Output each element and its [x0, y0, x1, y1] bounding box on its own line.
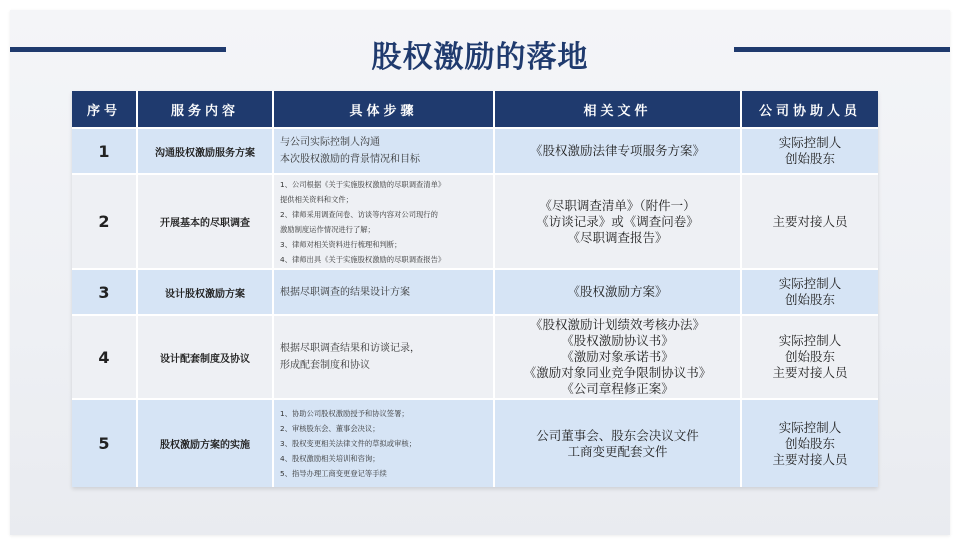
staff-line: 主要对接人员	[772, 451, 848, 467]
step-line: 5、指导办理工商变更登记等手续	[280, 469, 387, 478]
doc-line: 《尽职调查清单》（附件一）	[539, 197, 696, 213]
row-number: 3	[72, 269, 137, 315]
step-line: 激励制度运作情况进行了解；	[280, 224, 375, 234]
staff-line: 创始股东	[784, 349, 835, 364]
docs-cell	[494, 399, 741, 487]
staff-line: 实际控制人	[778, 276, 842, 291]
steps-cell	[273, 315, 494, 399]
staff-line: 实际控制人	[778, 333, 842, 348]
doc-line: 《激励对象承诺书》	[561, 349, 674, 364]
step-line: 1、公司根据《关于实施股权激励的尽职调查清单》	[280, 179, 446, 189]
staff-line: 实际控制人	[778, 419, 842, 435]
row-number: 1	[72, 128, 137, 174]
table-row	[72, 128, 878, 174]
step-line: 4、股权激励相关培训和咨询；	[280, 454, 380, 463]
staff-cell	[741, 399, 878, 487]
doc-line: 《股权激励方案》	[567, 284, 668, 299]
staff-cell	[741, 128, 878, 174]
steps-cell	[273, 269, 494, 315]
header-docs: 相关文件	[494, 91, 741, 128]
service-content: 设计配套制度及协议	[137, 315, 273, 399]
header-staff: 公司协助人员	[741, 91, 878, 128]
steps-cell	[273, 399, 494, 487]
docs-cell	[494, 315, 741, 399]
staff-cell	[741, 269, 878, 315]
service-content: 股权激励方案的实施	[137, 399, 273, 487]
doc-line: 公司董事会、股东会决议文件	[536, 427, 699, 443]
step-line: 3、律师对相关资料进行梳理和判断；	[280, 239, 402, 249]
steps-cell	[273, 174, 494, 269]
step-line: 根据尽职调查结果和访谈记录，	[280, 343, 420, 354]
doc-line: 《公司章程修正案》	[561, 381, 674, 396]
step-line: 形成配套制度和协议	[280, 360, 370, 371]
table-row	[72, 269, 878, 315]
service-content: 开展基本的尽职调查	[137, 174, 273, 269]
step-line: 2、律师采用调查问卷、访谈等内容对公司现行的	[280, 209, 438, 219]
doc-line: 工商变更配套文件	[567, 443, 668, 459]
row-number: 2	[72, 174, 137, 269]
step-line: 与公司实际控制人沟通	[280, 137, 380, 148]
staff-line: 主要对接人员	[772, 213, 848, 229]
staff-line: 创始股东	[784, 435, 835, 451]
header-steps: 具体步骤	[273, 91, 494, 128]
docs-cell	[494, 174, 741, 269]
step-line: 根据尽职调查的结果设计方案	[280, 286, 410, 298]
doc-line: 《激励对象同业竞争限制协议书》	[523, 365, 712, 380]
service-table	[72, 91, 878, 487]
header-service: 服务内容	[137, 91, 273, 128]
step-line: 本次股权激励的背景情况和目标	[280, 154, 420, 165]
staff-cell	[741, 174, 878, 269]
doc-line: 《股权激励法律专项服务方案》	[529, 143, 705, 158]
step-line: 2、审核股东会、董事会决议；	[280, 424, 380, 433]
staff-cell	[741, 315, 878, 399]
doc-line: 《尽职调查报告》	[567, 229, 668, 245]
staff-line: 创始股东	[784, 292, 835, 307]
step-line: 提供相关资料和文件；	[280, 194, 353, 204]
doc-line: 《股权激励计划绩效考核办法》	[529, 317, 705, 332]
table-header-row	[72, 91, 878, 128]
docs-cell	[494, 128, 741, 174]
staff-line: 创始股东	[784, 151, 835, 166]
header-no: 序号	[72, 91, 137, 128]
row-number: 5	[72, 399, 137, 487]
step-line: 4、律师出具《关于实施股权激励的尽职调查报告》	[280, 254, 446, 264]
doc-line: 《股权激励协议书》	[561, 333, 674, 348]
staff-line: 主要对接人员	[772, 365, 848, 380]
steps-cell	[273, 128, 494, 174]
page-title: 股权激励的落地	[371, 40, 589, 75]
step-line: 3、股权变更相关法律文件的草拟或审核；	[280, 439, 416, 448]
table-row	[72, 315, 878, 399]
table-row	[72, 174, 878, 269]
step-line: 1、协助公司股权激励授予和协议签署；	[280, 409, 409, 418]
table-row	[72, 399, 878, 487]
row-number: 4	[72, 315, 137, 399]
staff-line: 实际控制人	[778, 135, 842, 150]
service-content: 沟通股权激励服务方案	[137, 128, 273, 174]
docs-cell	[494, 269, 741, 315]
service-content: 设计股权激励方案	[137, 269, 273, 315]
doc-line: 《访谈记录》或《调查问卷》	[536, 213, 699, 229]
